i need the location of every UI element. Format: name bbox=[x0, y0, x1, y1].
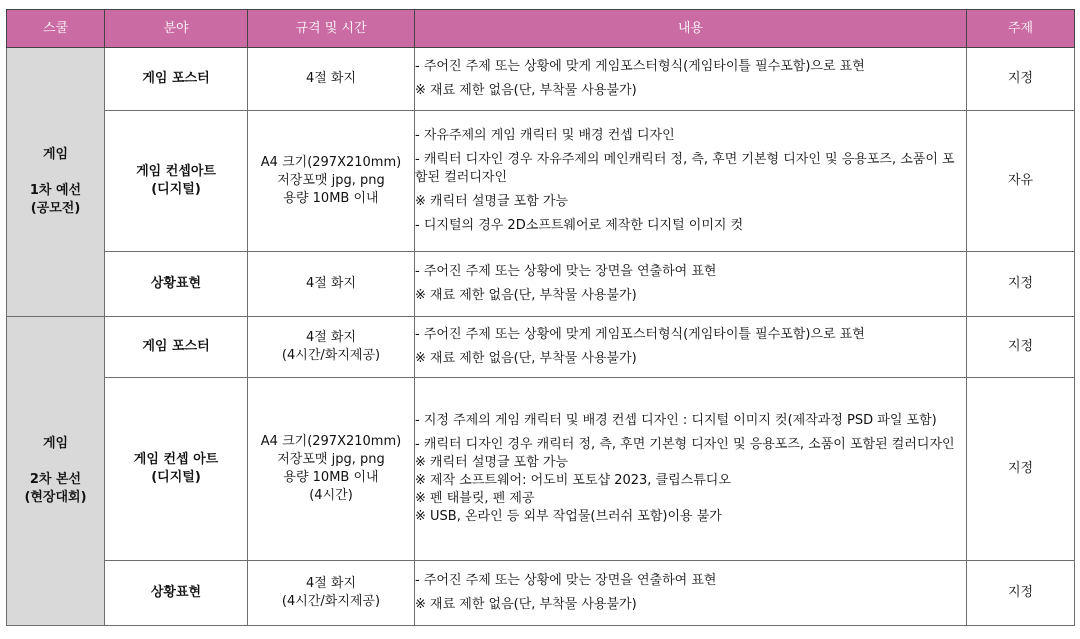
content-line: - 캐릭터 디자인 경우 자유주제의 메인캐릭터 정, 측, 후면 기본형 디자인 및 응용포즈, 소품이 포함된 컬러디자인 bbox=[415, 152, 955, 185]
content-cell bbox=[415, 48, 967, 111]
topic-cell: 자유 bbox=[967, 111, 1075, 252]
field-label: 게임 컨셉 아트 bbox=[133, 452, 219, 467]
school-name: 게임 bbox=[42, 436, 69, 451]
content-line: - 주어진 주제 또는 상황에 맞게 게임포스터형식(게임타이틀 필수포함)으로 표현 bbox=[415, 327, 865, 342]
spec-cell bbox=[248, 317, 415, 378]
topic-cell: 지정 bbox=[967, 252, 1075, 317]
competition-table bbox=[6, 9, 1075, 626]
school-round: 1차 예선 bbox=[29, 183, 82, 198]
spec-line: 저장포맷 jpg, png bbox=[277, 173, 385, 188]
table-row bbox=[7, 252, 1075, 317]
table-row bbox=[7, 561, 1075, 626]
spec-cell bbox=[248, 561, 415, 626]
spec-line: (4시간/화지제공) bbox=[281, 348, 381, 363]
content-line: - 주어진 주제 또는 상황에 맞는 장면을 연출하여 표현 bbox=[415, 573, 717, 588]
table-row bbox=[7, 111, 1075, 252]
field-label: 게임 포스터 bbox=[142, 339, 210, 354]
content-line: ※ 제작 소프트웨어: 어도비 포토샵 2023, 클립스튜디오 bbox=[415, 473, 731, 488]
topic-cell: 지정 bbox=[967, 378, 1075, 561]
spec-line: (4시간) bbox=[309, 488, 353, 503]
school-type: (현장대회) bbox=[24, 490, 87, 505]
field-cell bbox=[105, 561, 248, 626]
content-line: - 캐릭터 디자인 경우 캐릭터 정, 측, 후면 기본형 디자인 및 응용포즈, 소품이 포함된 컬러디자인 bbox=[415, 437, 955, 452]
content-line: ※ 재료 제한 없음(단, 부착물 사용불가) bbox=[415, 597, 637, 612]
school-cell-final bbox=[7, 317, 105, 626]
header-field: 분야 bbox=[105, 10, 248, 48]
content-line: - 디지털의 경우 2D소프트웨어로 제작한 디지털 이미지 컷 bbox=[415, 218, 744, 233]
spec-line: 4절 화지 bbox=[305, 276, 357, 291]
spec-cell bbox=[248, 48, 415, 111]
content-line: ※ 캐릭터 설명글 포함 가능 bbox=[415, 194, 569, 209]
header-school: 스쿨 bbox=[7, 10, 105, 48]
table-row bbox=[7, 317, 1075, 378]
content-line: - 주어진 주제 또는 상황에 맞는 장면을 연출하여 표현 bbox=[415, 264, 717, 279]
content-cell bbox=[415, 378, 967, 561]
school-round: 2차 본선 bbox=[29, 472, 82, 487]
topic-cell: 지정 bbox=[967, 561, 1075, 626]
table-row bbox=[7, 48, 1075, 111]
field-label-sub: (디지털) bbox=[151, 182, 201, 197]
header-content: 내용 bbox=[415, 10, 967, 48]
table-row bbox=[7, 378, 1075, 561]
field-label-sub: (디지털) bbox=[151, 470, 201, 485]
content-line: - 자유주제의 게임 캐릭터 및 배경 컨셉 디자인 bbox=[415, 128, 675, 143]
field-cell bbox=[105, 317, 248, 378]
spec-line: 4절 화지 bbox=[305, 71, 357, 86]
spec-line: A4 크기(297X210mm) bbox=[260, 155, 402, 170]
content-line: ※ 재료 제한 없음(단, 부착물 사용불가) bbox=[415, 288, 637, 303]
content-line: ※ 재료 제한 없음(단, 부착물 사용불가) bbox=[415, 351, 637, 366]
spec-line: A4 크기(297X210mm) bbox=[260, 434, 402, 449]
header-topic: 주제 bbox=[967, 10, 1075, 48]
spec-line: 용량 10MB 이내 bbox=[283, 191, 379, 206]
spec-line: 저장포맷 jpg, png bbox=[277, 452, 385, 467]
spec-line: 4절 화지 bbox=[305, 330, 357, 345]
school-cell-preliminary bbox=[7, 48, 105, 317]
header-spec: 규격 및 시간 bbox=[248, 10, 415, 48]
school-type: (공모전) bbox=[30, 201, 81, 216]
field-cell bbox=[105, 252, 248, 317]
spec-cell bbox=[248, 252, 415, 317]
school-name: 게임 bbox=[42, 147, 69, 162]
content-cell bbox=[415, 317, 967, 378]
topic-cell: 지정 bbox=[967, 48, 1075, 111]
content-line: ※ 펜 태블릿, 펜 제공 bbox=[415, 491, 535, 506]
content-line: ※ 재료 제한 없음(단, 부착물 사용불가) bbox=[415, 83, 637, 98]
field-cell bbox=[105, 111, 248, 252]
content-line: - 주어진 주제 또는 상황에 맞게 게임포스터형식(게임타이틀 필수포함)으로 표현 bbox=[415, 59, 865, 74]
spec-cell bbox=[248, 111, 415, 252]
field-cell bbox=[105, 48, 248, 111]
field-cell bbox=[105, 378, 248, 561]
content-line: ※ 캐릭터 설명글 포함 가능 bbox=[415, 455, 569, 470]
spec-line: (4시간/화지제공) bbox=[281, 594, 381, 609]
table-header-row bbox=[7, 10, 1075, 48]
topic-cell: 지정 bbox=[967, 317, 1075, 378]
field-label: 게임 컨셉아트 bbox=[136, 164, 216, 179]
content-cell bbox=[415, 252, 967, 317]
field-label: 상황표현 bbox=[150, 276, 202, 291]
spec-line: 4절 화지 bbox=[305, 576, 357, 591]
field-label: 상황표현 bbox=[150, 585, 202, 600]
spec-line: 용량 10MB 이내 bbox=[283, 470, 379, 485]
spec-cell bbox=[248, 378, 415, 561]
content-line: - 지정 주제의 게임 캐릭터 및 배경 컨셉 디자인 : 디지털 이미지 컷(제작과정 PSD 파일 포함) bbox=[415, 413, 937, 428]
content-line: ※ USB, 온라인 등 외부 작업물(브러쉬 포함)이용 불가 bbox=[415, 509, 722, 524]
content-cell bbox=[415, 111, 967, 252]
field-label: 게임 포스터 bbox=[142, 71, 210, 86]
content-cell bbox=[415, 561, 967, 626]
